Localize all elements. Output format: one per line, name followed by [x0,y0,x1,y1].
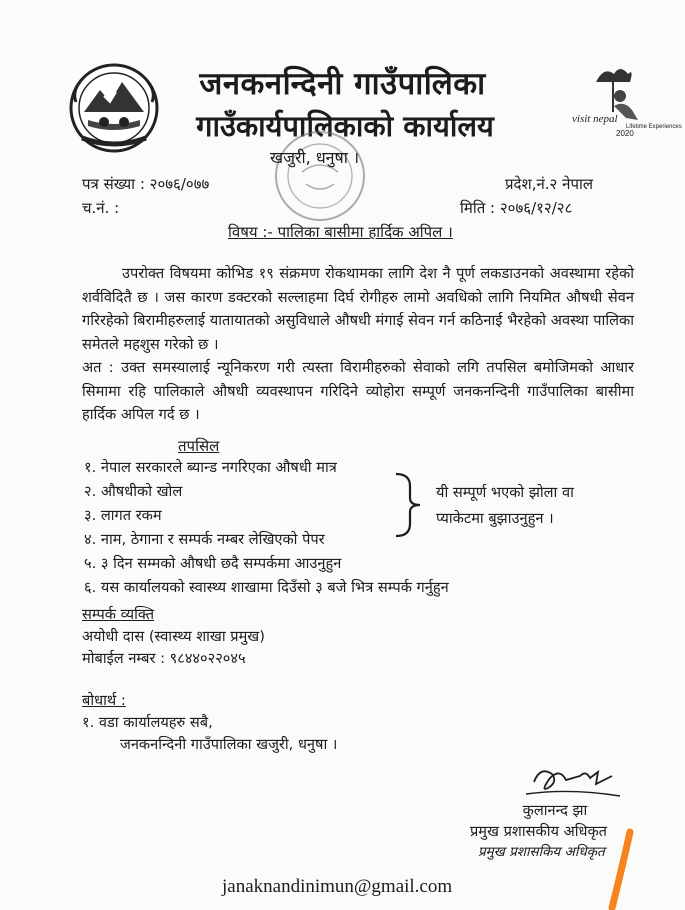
emblem-logo [66,62,162,154]
grouped-note-line1: यी सम्पूर्ण भएको झोला वा [436,484,574,501]
bodharth-line2: जनकनन्दिनी गाउँपालिका खजुरी, धनुषा । [120,736,338,753]
list-item: ३. लागत रकम [84,507,162,524]
bodharth-heading: बोधार्थ : [82,692,126,709]
list-item: १. नेपाल सरकारले ब्यान्ड नगरिएका औषधी मात्र [84,459,337,476]
contact-heading: सम्पर्क व्यक्ति [82,606,155,623]
contact-section [82,604,265,670]
bodharth-line1: १. वडा कार्यालयहरु सबै, [82,714,213,731]
grouped-items-note [436,480,616,532]
subject-line: विषय :- पालिका बासीमा हार्दिक अपिल । [228,223,453,241]
footer-email: janaknandinimun@gmail.com [222,876,453,897]
visit-nepal-2020-logo [568,60,682,152]
office-title-line1: जनकनन्दिनी गाउँपालिका [199,66,486,102]
dispatch-number: च.नं. : [82,199,120,217]
letter-date: मिति : २०७६/१२/२८ [460,199,573,217]
signature-scribble [520,758,630,804]
visit-nepal-brand: visit nepal [572,113,618,125]
province-label: प्रदेश,नं.२ नेपाल [505,175,594,193]
office-address: खजुरी, धनुषा । [270,148,360,167]
list-item: ५. ३ दिन सम्मको औषधी छदै सम्पर्कमा आउनुहुन [84,555,342,572]
office-stamp [272,128,368,224]
visit-nepal-year: 2020 [616,129,634,138]
contact-person: अयोधी दास (स्वास्थ्य शाखा प्रमुख) [82,628,265,645]
visit-nepal-tagline: Lifetime Experiences [626,124,682,130]
orange-marker-stroke [600,828,640,910]
body-paragraph-1: उपरोक्त विषयमा कोभिड १९ संक्रमण रोकथामका लागि देश नै पूर्ण लकडाउनको अवस्थामा रहेको शर्वविदितै छ । जस कारण डक्टरको सल्लाहमा दिर्घ रोगीहरु लामो अवधिको लागि नियमित औषधी सेवन गरिरहेको बिरामीहरुलाई यातायातको असुविधाले औषधी मंगाई सेवन गर्न कठिनाई भैरहेको अवस्था पालिका समेतले महशुस गरेको छ । [82,265,634,353]
signatory-title: प्रमुख प्रशासकीय अधिकृत [470,823,608,840]
grouped-note-line2: प्याकेटमा बुझाउनुहुन । [436,510,554,527]
signatory-name: कुलानन्द झा [522,802,588,819]
list-item: २. औषधीको खोल [84,483,183,500]
bodharth-section [82,690,337,756]
list-item: ४. नाम, ठेगाना र सम्पर्क नम्बर लेखिएको पेपर [84,531,325,548]
letter-body [82,262,634,427]
grouping-brace [392,470,426,540]
signatory-handwritten-title: प्रमुख प्रशासकिय अधिकृत [478,844,605,860]
contact-mobile: मोबाईल नम्बर : ९८४४०२२०४५ [82,650,246,667]
list-item: ६. यस कार्यालयको स्वास्थ्य शाखामा दिउँसो ३ बजे भित्र सम्पर्क गर्नुहुन [84,579,449,596]
letter-number: पत्र संख्या : २०७६/०७७ [82,175,210,193]
tapsil-heading: तपसिल [178,437,220,455]
office-title-line2: गाउँकार्यपालिकाको कार्यालय [196,109,494,143]
body-paragraph-2: अत : उक्त समस्यालाई न्यूनिकरण गरी त्यस्ता विरामीहरुको सेवाको लगि तपसिल बमोजिमको आधार सिमामा रहि पालिकाले औषधी व्यवस्थापन गरिदिने व्योहोरा सम्पूर्ण जनकनन्दिनी गाउँपालिका बासीमा हार्दिक अपिल गर्द छ । [82,359,634,423]
